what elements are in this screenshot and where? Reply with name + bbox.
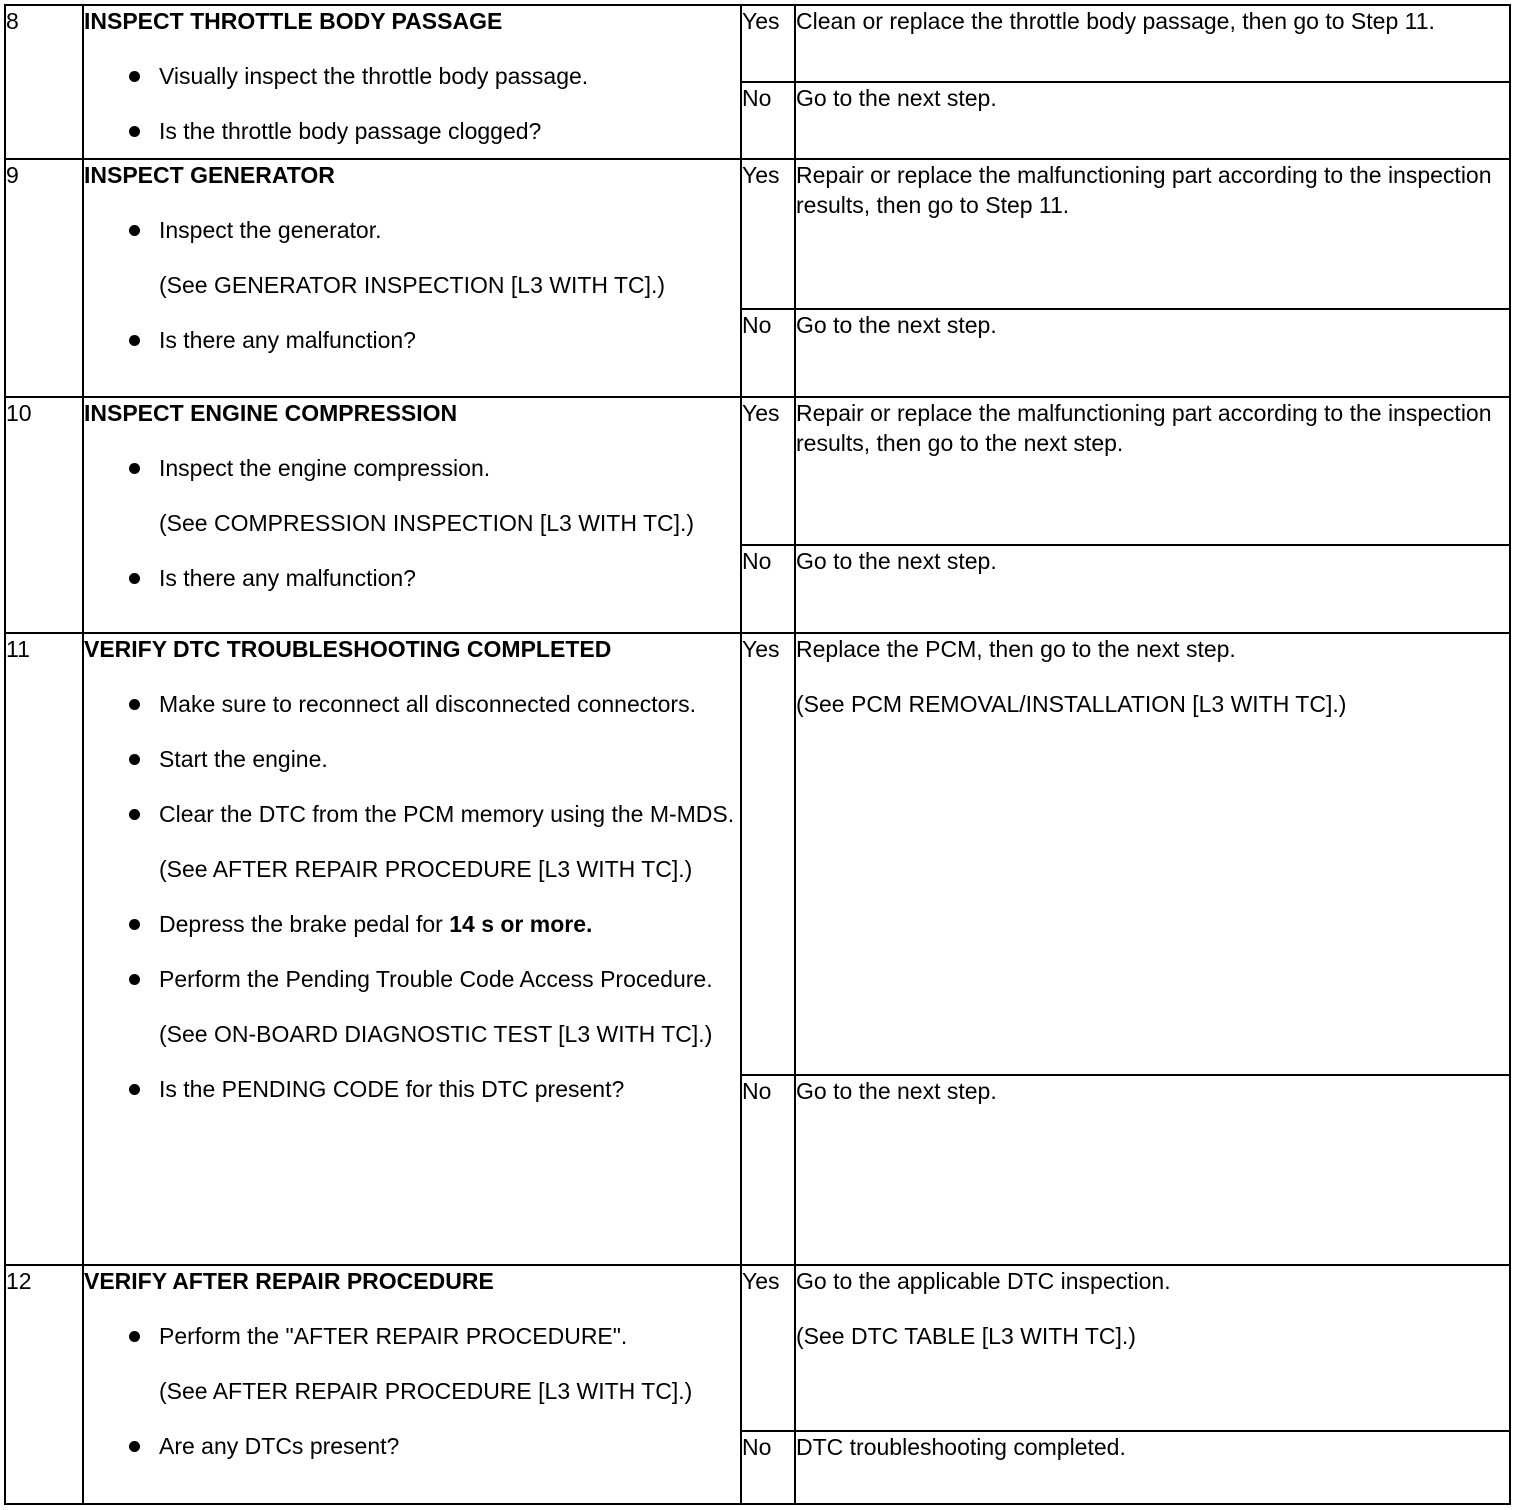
step-title: VERIFY DTC TROUBLESHOOTING COMPLETED [84, 636, 612, 662]
action-text: Go to the applicable DTC inspection. [796, 1268, 1171, 1294]
inspection-list [84, 453, 740, 593]
inspection-item [84, 1431, 740, 1461]
item-text: Depress the brake pedal for [159, 911, 450, 937]
item-text: Are any DTCs present? [159, 1433, 400, 1459]
item-text: (See AFTER REPAIR PROCEDURE [L3 WITH TC].) [159, 856, 693, 882]
reference-note [84, 1376, 740, 1406]
diagnostic-table-body [5, 5, 1510, 1504]
item-text: Is there any malfunction? [159, 565, 416, 591]
answer-no: No [741, 1075, 795, 1265]
action-no [795, 82, 1510, 159]
step-title: INSPECT ENGINE COMPRESSION [84, 400, 458, 426]
action-no [795, 1431, 1510, 1504]
step-row [5, 397, 1510, 545]
item-text: Start the engine. [159, 746, 328, 772]
step-number: 9 [5, 159, 83, 397]
inspection-item [84, 799, 740, 829]
answer-yes: Yes [741, 159, 795, 309]
inspection-item [84, 563, 740, 593]
step-row [5, 633, 1510, 1075]
item-text: (See AFTER REPAIR PROCEDURE [L3 WITH TC].) [159, 1378, 693, 1404]
inspection-item [84, 964, 740, 994]
answer-no: No [741, 82, 795, 159]
answer-yes: Yes [741, 633, 795, 1075]
step-title: INSPECT GENERATOR [84, 162, 335, 188]
answer-no: No [741, 309, 795, 397]
inspection-cell [83, 5, 741, 159]
inspection-list [84, 689, 740, 1104]
step-title: VERIFY AFTER REPAIR PROCEDURE [84, 1268, 494, 1294]
answer-no: No [741, 545, 795, 633]
inspection-item [84, 744, 740, 774]
action-text: Clean or replace the throttle body passage, then go to Step 11. [796, 8, 1435, 34]
action-text: Repair or replace the malfunctioning part according to the inspection results, then go to Step 11. [796, 162, 1492, 218]
item-text: Is the throttle body passage clogged? [159, 118, 542, 144]
inspection-cell [83, 159, 741, 397]
step-row [5, 159, 1510, 309]
action-no [795, 1075, 1510, 1265]
action-no [795, 309, 1510, 397]
item-text: (See COMPRESSION INSPECTION [L3 WITH TC].) [159, 510, 695, 536]
inspection-cell [83, 397, 741, 633]
item-emphasis: 14 s or more. [449, 911, 593, 937]
inspection-item [84, 453, 740, 483]
reference-note [84, 508, 740, 538]
action-text: Go to the next step. [796, 312, 997, 338]
action-text: (See PCM REMOVAL/INSTALLATION [L3 WITH TC].) [796, 691, 1347, 717]
step-number: 11 [5, 633, 83, 1265]
action-yes [795, 5, 1510, 82]
inspection-list [84, 1321, 740, 1461]
action-text: Replace the PCM, then go to the next step. [796, 636, 1236, 662]
inspection-item [84, 116, 740, 146]
inspection-item [84, 1321, 740, 1351]
inspection-cell [83, 1265, 741, 1504]
item-text: Inspect the engine compression. [159, 455, 491, 481]
reference-note [84, 854, 740, 884]
step-row [5, 1265, 1510, 1431]
reference-note [84, 270, 740, 300]
inspection-list [84, 61, 740, 146]
inspection-item [84, 689, 740, 719]
action-yes [795, 633, 1510, 1075]
step-row [5, 5, 1510, 82]
item-text: Perform the Pending Trouble Code Access Procedure. [159, 966, 713, 992]
item-text: Clear the DTC from the PCM memory using the M-MDS. [159, 801, 735, 827]
inspection-cell [83, 633, 741, 1265]
action-text: Go to the next step. [796, 1078, 997, 1104]
action-text: (See DTC TABLE [L3 WITH TC].) [796, 1323, 1136, 1349]
item-text: Make sure to reconnect all disconnected connectors. [159, 691, 696, 717]
action-text: DTC troubleshooting completed. [796, 1434, 1126, 1460]
item-text: Perform the "AFTER REPAIR PROCEDURE". [159, 1323, 628, 1349]
answer-no: No [741, 1431, 795, 1504]
item-text: Is the PENDING CODE for this DTC present? [159, 1076, 625, 1102]
inspection-list [84, 215, 740, 355]
action-text: Go to the next step. [796, 85, 997, 111]
step-number: 10 [5, 397, 83, 633]
step-title: INSPECT THROTTLE BODY PASSAGE [84, 8, 503, 34]
action-no [795, 545, 1510, 633]
diagnostic-table [4, 4, 1511, 1505]
step-number: 8 [5, 5, 83, 159]
inspection-item [84, 215, 740, 245]
answer-yes: Yes [741, 1265, 795, 1431]
answer-yes: Yes [741, 397, 795, 545]
step-number: 12 [5, 1265, 83, 1504]
inspection-item [84, 909, 740, 939]
item-text: (See ON-BOARD DIAGNOSTIC TEST [L3 WITH TC].) [159, 1021, 713, 1047]
item-text: Inspect the generator. [159, 217, 382, 243]
inspection-item [84, 1074, 740, 1104]
action-text: Go to the next step. [796, 548, 997, 574]
inspection-item [84, 61, 740, 91]
item-text: (See GENERATOR INSPECTION [L3 WITH TC].) [159, 272, 666, 298]
item-text: Visually inspect the throttle body passage. [159, 63, 589, 89]
reference-note [84, 1019, 740, 1049]
action-yes [795, 1265, 1510, 1431]
answer-yes: Yes [741, 5, 795, 82]
inspection-item [84, 325, 740, 355]
action-yes [795, 159, 1510, 309]
action-yes [795, 397, 1510, 545]
item-text: Is there any malfunction? [159, 327, 416, 353]
action-text: Repair or replace the malfunctioning part according to the inspection results, then go to the next step. [796, 400, 1492, 456]
